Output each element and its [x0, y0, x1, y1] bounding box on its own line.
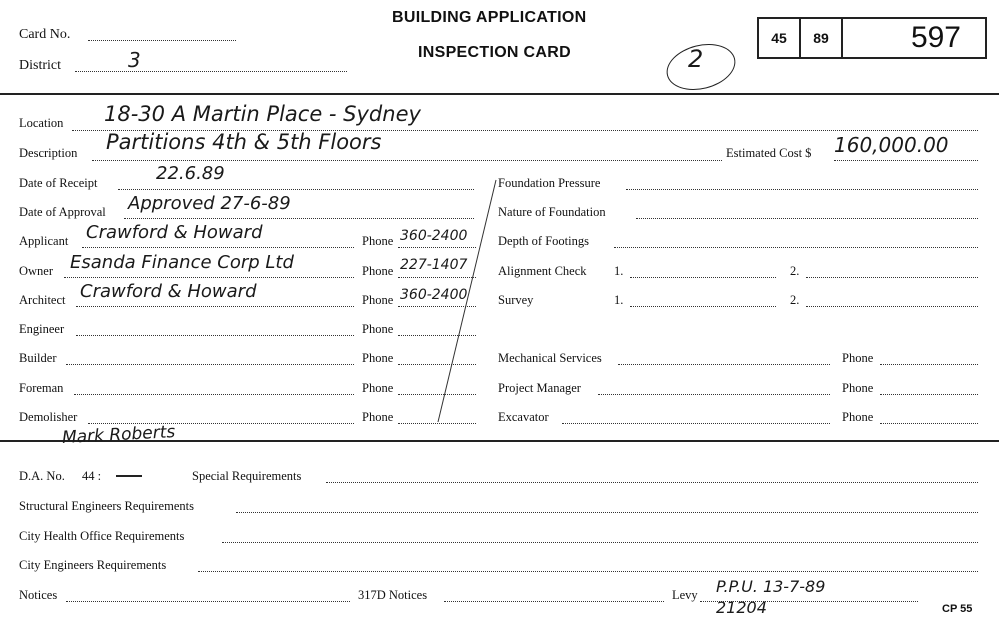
structural-label: Structural Engineers Requirements — [19, 499, 194, 513]
district-value: 3 — [128, 48, 141, 72]
alignment-num1: 1. — [614, 264, 624, 278]
district-label: District — [19, 58, 61, 73]
nature-foundation-label: Nature of Foundation — [498, 205, 606, 219]
box-a: 45 — [759, 19, 801, 57]
excavator-phone-label: Phone — [842, 410, 874, 424]
form-code: CP 55 — [942, 603, 973, 615]
location-label: Location — [19, 116, 64, 130]
survey-field-2[interactable] — [806, 306, 978, 307]
survey-field-1[interactable] — [630, 306, 776, 307]
applicant-value: Crawford & Howard — [86, 222, 263, 243]
da-no-label: D.A. No. — [19, 469, 65, 483]
notices-label: Notices — [19, 588, 58, 602]
da-no-value: 44 : — [82, 469, 102, 483]
alignment-field-1[interactable] — [630, 277, 776, 278]
date-approval-value: Approved 27-6-89 — [128, 193, 291, 214]
city-engineers-label: City Engineers Requirements — [19, 558, 167, 572]
levy-label: Levy — [672, 588, 698, 602]
foreman-phone-label: Phone — [362, 381, 394, 395]
project-manager-phone-label: Phone — [842, 381, 874, 395]
special-requirements-field[interactable] — [326, 482, 978, 483]
depth-footings-field[interactable] — [614, 247, 978, 248]
circled-mark: 2 — [688, 45, 704, 73]
nature-foundation-field[interactable] — [636, 218, 978, 219]
levy-value: P.P.U. 13-7-89 — [716, 577, 826, 596]
engineer-phone-label: Phone — [362, 322, 394, 336]
foundation-pressure-field[interactable] — [626, 189, 978, 190]
estimated-cost-label: Estimated Cost $ — [726, 146, 812, 160]
box-b: 89 — [801, 19, 843, 57]
excavator-field[interactable] — [562, 423, 830, 424]
applicant-label: Applicant — [19, 234, 69, 248]
excavator-label: Excavator — [498, 410, 549, 424]
date-approval-label: Date of Approval — [19, 205, 106, 219]
applicant-phone-label: Phone — [362, 234, 394, 248]
project-manager-label: Project Manager — [498, 381, 581, 395]
mechanical-label: Mechanical Services — [498, 351, 602, 365]
depth-footings-label: Depth of Footings — [498, 234, 589, 248]
box-number: 597 — [910, 21, 961, 54]
description-value: Partitions 4th & 5th Floors — [106, 130, 382, 154]
structural-field[interactable] — [236, 512, 978, 513]
foreman-label: Foreman — [19, 381, 64, 395]
excavator-phone-field[interactable] — [880, 423, 978, 424]
architect-phone-label: Phone — [362, 293, 394, 307]
survey-num1: 1. — [614, 293, 624, 307]
levy-number: 21204 — [716, 598, 767, 617]
owner-label: Owner — [19, 264, 54, 278]
builder-phone-label: Phone — [362, 351, 394, 365]
health-field[interactable] — [222, 542, 978, 543]
location-value: 18-30 A Martin Place - Sydney — [104, 102, 421, 126]
foundation-pressure-label: Foundation Pressure — [498, 176, 601, 190]
health-label: City Health Office Requirements — [19, 529, 185, 543]
special-requirements-label: Special Requirements — [192, 469, 302, 483]
signature: Mark Roberts — [61, 422, 176, 448]
estimated-cost-value: 160,000.00 — [834, 133, 949, 157]
demolisher-phone-label: Phone — [362, 410, 394, 424]
description-label: Description — [19, 146, 78, 160]
title-line2: INSPECTION CARD — [418, 44, 571, 61]
notices-317d-label: 317D Notices — [358, 588, 428, 602]
mechanical-phone-label: Phone — [842, 351, 874, 365]
date-receipt-value: 22.6.89 — [156, 163, 225, 184]
city-engineers-field[interactable] — [198, 571, 978, 572]
engineer-label: Engineer — [19, 322, 65, 336]
builder-label: Builder — [19, 351, 57, 365]
notices-317d-field[interactable] — [444, 601, 664, 602]
notices-field[interactable] — [66, 601, 350, 602]
project-manager-phone-field[interactable] — [880, 394, 978, 395]
date-receipt-label: Date of Receipt — [19, 176, 98, 190]
survey-label: Survey — [498, 293, 534, 307]
project-manager-field[interactable] — [598, 394, 830, 395]
architect-phone-value: 360-2400 — [400, 287, 468, 303]
survey-num2: 2. — [790, 293, 800, 307]
da-no-dash — [116, 475, 142, 477]
architect-value: Crawford & Howard — [80, 281, 257, 302]
applicant-phone-value: 360-2400 — [400, 228, 468, 244]
owner-value: Esanda Finance Corp Ltd — [70, 252, 294, 273]
architect-label: Architect — [19, 293, 66, 307]
mechanical-phone-field[interactable] — [880, 364, 978, 365]
demolisher-label: Demolisher — [19, 410, 78, 424]
card-no-label: Card No. — [19, 27, 71, 42]
owner-phone-value: 227-1407 — [400, 257, 468, 273]
mechanical-field[interactable] — [618, 364, 830, 365]
owner-phone-label: Phone — [362, 264, 394, 278]
alignment-num2: 2. — [790, 264, 800, 278]
alignment-check-label: Alignment Check — [498, 264, 587, 278]
alignment-field-2[interactable] — [806, 277, 978, 278]
title-line1: BUILDING APPLICATION — [392, 9, 587, 26]
